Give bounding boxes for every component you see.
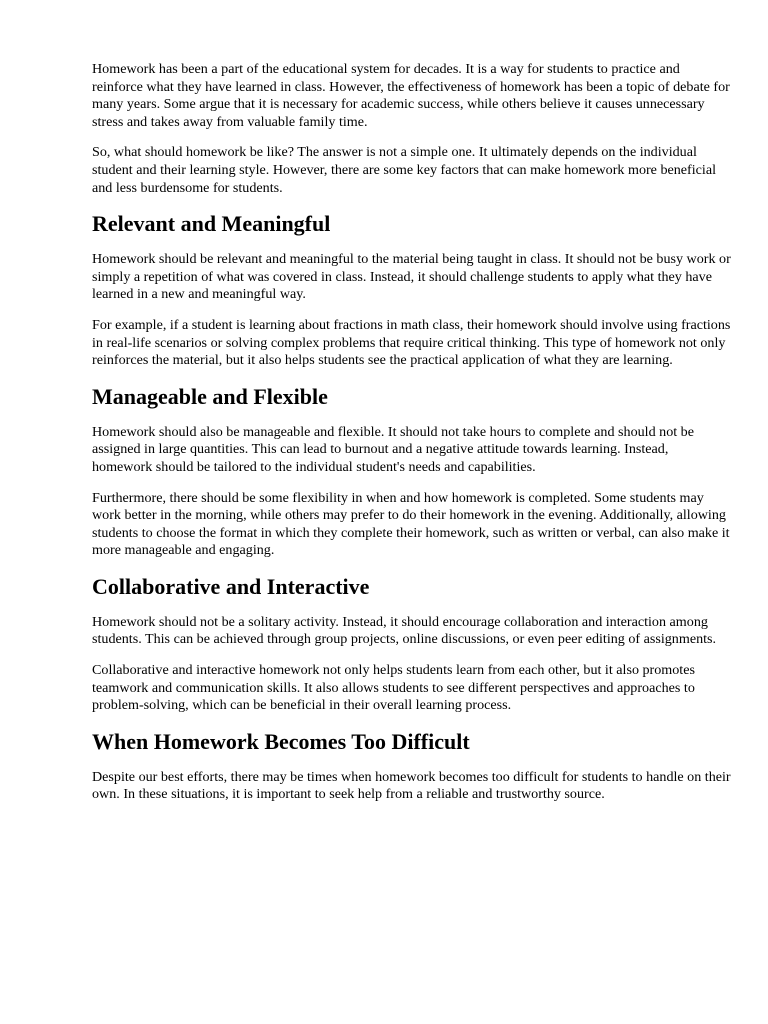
section-paragraph: Despite our best efforts, there may be times when homework becomes too difficult for students to handle on their own. In these situations, it is important to seek help from a reliable and trustworthy source.: [92, 768, 731, 803]
section-heading-relevant: Relevant and Meaningful: [92, 211, 331, 237]
intro-paragraph-2: So, what should homework be like? The answer is not a simple one. It ultimately depends on the individual student and their learning style. However, there are some key factors that can make homework more beneficial and less burdensome for students.: [92, 144, 717, 196]
section-paragraph: For example, if a student is learning about fractions in math class, their homework should involve using fractions in real-life scenarios or solving complex problems that require critical thinking. This type of homework not only reinforces the material, but it also helps students see the practical application of what they are learning.: [92, 316, 731, 369]
section-paragraph: Homework should also be manageable and flexible. It should not take hours to complete and should not be assigned in large quantities. This can lead to burnout and a negative attitude towards learning. Instead, homework should be tailored to the individual student's needs and capabilities.: [92, 423, 694, 475]
section-heading-too-difficult: When Homework Becomes Too Difficult: [92, 728, 470, 754]
section-paragraph: Homework should be relevant and meaningful to the material being taught in class. It should not be busy work or simply a repetition of what was covered in class. Instead, it should challenge students to apply what they have learned in a new and meaningful way.: [92, 251, 731, 303]
intro-paragraph-1: Homework has been a part of the educational system for decades. It is a way for students to practice and reinforce what they have learned in class. However, the effectiveness of homework has been a topic of debate for many years. Some argue that it is necessary for academic success, while others believe it causes unnecessary stress and takes away from valuable family time.: [92, 61, 730, 130]
section-paragraph: Collaborative and interactive homework not only helps students learn from each other, but it also promotes teamwork and communication skills. It also allows students to see different perspectives and approaches to problem-solving, which can be beneficial in their overall learning process.: [92, 662, 695, 714]
section-paragraph: Furthermore, there should be some flexibility in when and how homework is completed. Some students may work better in the morning, while others may prefer to do their homework in the evening. Additionally, allowing students to choose the format in which they complete their homework, such as written or verbal, can also make it more manageable and engaging.: [92, 489, 730, 559]
section-paragraph: Homework should not be a solitary activity. Instead, it should encourage collaboration and interaction among students. This can be achieved through group projects, online discussions, or even peer editing of assignments.: [92, 613, 717, 648]
document-page: [92, 61, 732, 817]
section-heading-collaborative: Collaborative and Interactive: [92, 573, 370, 599]
section-heading-manageable: Manageable and Flexible: [92, 383, 328, 409]
